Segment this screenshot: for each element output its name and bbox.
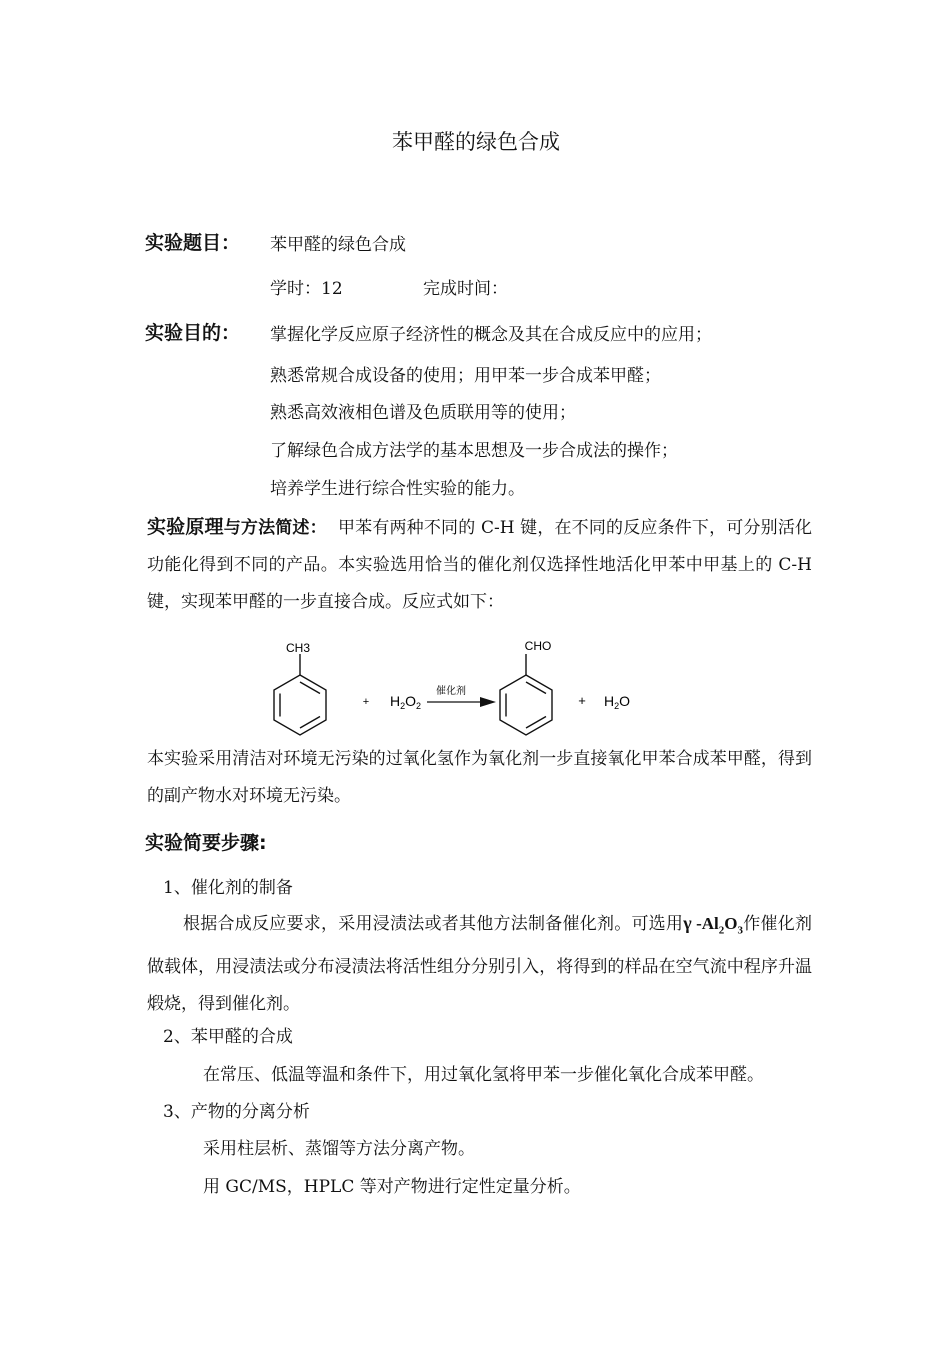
step2-title: 2、苯甲醛的合成 <box>163 1027 293 1047</box>
topic-label: 实验题目： <box>145 232 241 254</box>
reaction-arrow <box>427 697 496 707</box>
aldehyde-group-label: CHO <box>524 639 552 653</box>
principle-after-text: 本实验采用清洁对环境无污染的过氧化氢作为氧化剂一步直接氧化甲苯合成苯甲醛，得到的副产物水对环境无污染。 <box>147 749 812 806</box>
steps-label: 实验简要步骤: <box>145 832 267 854</box>
hours-row <box>270 274 343 299</box>
step3-title: 3、产物的分离分析 <box>163 1102 310 1122</box>
purpose-item: 掌握化学反应原子经济性的概念及其在合成反应中的应用； <box>270 325 712 345</box>
purpose-item: 了解绿色合成方法学的基本思想及一步合成法的操作； <box>270 441 678 461</box>
principle-paragraph <box>147 509 812 621</box>
purpose-label: 实验目的： <box>145 322 241 344</box>
step1-paragraph: 根据合成反应要求，采用浸渍法或者其他方法制备催化剂。可选用γ $-Al_2O_3$作催化剂做载体，用浸渍法或分布浸渍法将活性组分分别引入，将得到的样品在空气流中程序升温煅烧，得到催化剂。 <box>147 913 813 1015</box>
topic-value: 苯甲醛的绿色合成 <box>270 235 406 255</box>
alumina-formula: γ $-Al_2O_3$ <box>683 913 744 937</box>
page-title: 苯甲醛的绿色合成 <box>392 130 560 154</box>
step2-text: 在常压、低温等温和条件下，用过氧化氢将甲苯一步催化氧化合成苯甲醛。 <box>203 1065 764 1085</box>
principle-label: 实验原理与方法简述： <box>147 516 327 538</box>
purpose-item: 熟悉常规合成设备的使用；用甲苯一步合成苯甲醛； <box>270 366 661 386</box>
catalyst-label: 催化剂 <box>436 686 466 697</box>
principle-text: 甲苯有两种不同的 C-H 键，在不同的反应条件下，可分别活化功能化得到不同的产品。本实验选用恰当的催化剂仅选择性地活化甲苯中甲基上的 C-H 键，实现苯甲醛的一步直接合成。反应式如下： <box>147 518 812 612</box>
toluene-methyl-label: CH3 <box>285 641 311 655</box>
hydrogen-peroxide-label: $H_2O_2$ <box>390 693 422 711</box>
hours-label: 学时： <box>270 279 321 299</box>
toluene-structure <box>274 654 326 735</box>
step1-title: 1、催化剂的制备 <box>163 878 293 898</box>
plus-sign: + <box>578 693 586 708</box>
reaction-scheme <box>260 632 660 742</box>
water-label: $H_2O$ <box>604 693 631 711</box>
purpose-item: 培养学生进行综合性实验的能力。 <box>270 479 525 499</box>
purpose-item: 熟悉高效液相色谱及色质联用等的使用； <box>270 403 576 423</box>
step3-text: 采用柱层析、蒸馏等方法分离产物。 <box>203 1139 475 1159</box>
hours-value: 12 <box>321 279 343 299</box>
step3-text: 用 GC/MS，HPLC 等对产物进行定性定量分析。 <box>203 1177 581 1197</box>
benzaldehyde-structure <box>500 654 552 735</box>
completion-label: 完成时间： <box>423 279 508 299</box>
plus-sign: + <box>362 696 370 708</box>
